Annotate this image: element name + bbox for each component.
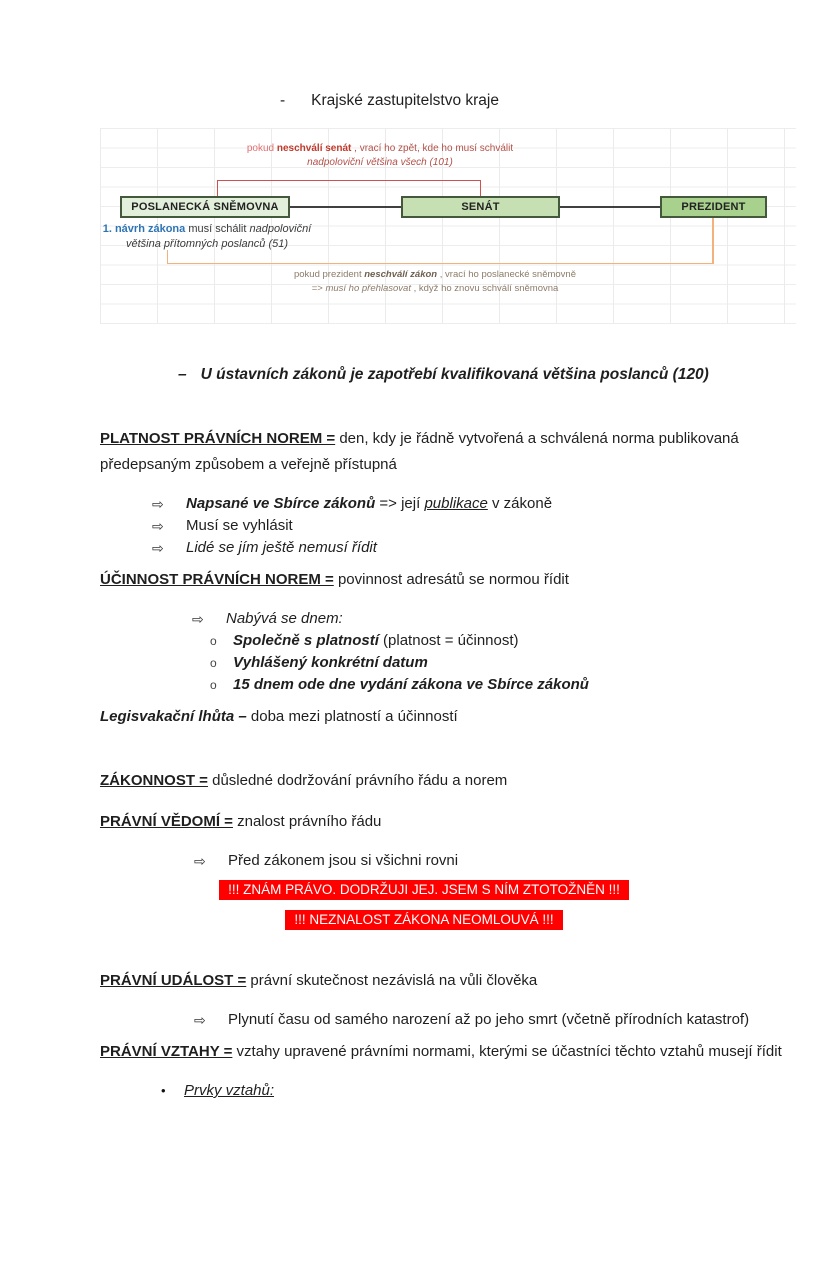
pravni-udalost-bullet: Plynutí času od samého narození až po jeho smrt (včetně přírodních katastrof)	[228, 1011, 750, 1028]
president-veto-note-line2-lead: =>	[311, 283, 326, 294]
circle-bullet-icon: o	[210, 634, 217, 648]
list-item	[194, 850, 788, 872]
list-item	[210, 652, 788, 674]
pravni-udalost-term: PRÁVNÍ UDÁLOST =	[100, 972, 247, 989]
platnost-bullet-1	[186, 493, 552, 515]
chamber-box	[120, 196, 290, 218]
pravni-udalost-definition	[100, 968, 788, 994]
pravni-vedomi-bullet: Před zákonem jsou si všichni rovni	[228, 852, 459, 869]
president-veto-note-lead: pokud prezident	[293, 269, 365, 280]
legislative-process-diagram	[100, 128, 796, 324]
list-item	[152, 515, 788, 537]
nabyva-item-1-bold: Společně s platností	[233, 632, 379, 649]
president-veto-note-rest: , vrací ho poslanecké sněmovně	[437, 269, 576, 280]
president-return-connector	[167, 250, 714, 264]
zakonnost-definition	[100, 768, 788, 794]
pravni-vztahy-text: vztahy upravené právními normami, kterými se účastníci těchto vztahů musejí řídit	[232, 1043, 782, 1060]
bill-approval-note-line2: většina přítomných poslanců (51)	[125, 238, 289, 250]
nabyva-header: Nabývá se dnem:	[226, 610, 343, 627]
ucinnost-sublist	[100, 608, 788, 696]
senate-president-connector	[560, 206, 660, 208]
pravni-vedomi-term: PRÁVNÍ VĚDOMÍ =	[100, 813, 233, 830]
president-box-label: PREZIDENT	[681, 201, 746, 213]
pravni-vztahy-definition	[100, 1039, 788, 1065]
platnost-bullet-2: Musí se vyhlásit	[186, 517, 293, 534]
top-bullet-line	[280, 90, 828, 112]
bill-approval-note-highlight: 1. návrh zákona	[102, 223, 186, 235]
legisvakace-line	[100, 704, 788, 730]
president-veto-note-line2-rest: , když ho znovu schválí sněmovna	[410, 283, 559, 294]
document-page	[0, 90, 828, 1261]
list-item	[192, 608, 788, 630]
ucinnost-definition-text: povinnost adresátů se normou řídit	[333, 571, 569, 588]
senate-veto-note-line2: nadpoloviční většina všech (101)	[307, 157, 453, 168]
senate-veto-note-highlight: neschválí senát	[276, 143, 352, 154]
red-banner-1: !!! ZNÁM PRÁVO. DODRŽUJI JEJ. JSEM S NÍM ZTOTOŽNĚN !!!	[219, 880, 629, 900]
platnost-definition-text: den, kdy je řádně vytvořená a schválená norma publikovaná předepsaným způsobem a veřejně přístupná	[100, 430, 739, 473]
ucinnost-term: ÚČINNOST PRÁVNÍCH NOREM =	[100, 571, 334, 588]
nabyva-item-1	[233, 630, 519, 652]
platnost-bullet-1-underlined: publikace	[424, 495, 488, 512]
constitutional-majority-text: U ústavních zákonů je zapotřebí kvalifikovaná většina poslanců (120)	[200, 366, 709, 383]
platnost-bullet-1-tail: v zákoně	[487, 495, 553, 512]
arrow-bullet-icon: ⇨	[194, 1012, 206, 1028]
legisvakace-text: doba mezi platností a účinností	[246, 708, 458, 725]
circle-bullet-icon: o	[210, 656, 217, 670]
arrow-bullet-icon: ⇨	[152, 496, 164, 512]
list-item	[152, 493, 788, 515]
arrow-bullet-icon: ⇨	[152, 540, 164, 556]
dash-bullet: -	[280, 92, 286, 109]
bill-approval-note-mid: musí schálit	[185, 223, 250, 235]
pravni-udalost-text: právní skutečnost nezávislá na vůli člověka	[246, 972, 538, 989]
pravni-vedomi-definition	[100, 809, 788, 835]
zakonnost-text: důsledné dodržování právního řádu a norem	[207, 772, 508, 789]
platnost-bullet-list	[100, 493, 788, 559]
list-item	[152, 537, 788, 559]
circle-bullet-icon: o	[210, 678, 217, 692]
red-banner-row	[80, 910, 768, 930]
nabyva-item-3: 15 dnem ode dne vydání zákona ve Sbírce zákonů	[233, 676, 589, 693]
platnost-term: PLATNOST PRÁVNÍCH NOREM =	[100, 430, 336, 447]
ucinnost-definition	[100, 567, 788, 593]
zakonnost-term: ZÁKONNOST =	[100, 772, 208, 789]
senate-veto-note-lead: pokud	[246, 143, 277, 154]
nabyva-item-1-rest: (platnost = účinnost)	[378, 632, 519, 649]
platnost-bullet-3: Lidé se jím ještě nemusí řídit	[186, 539, 377, 556]
chamber-box-label: POSLANECKÁ SNĚMOVNA	[131, 201, 279, 213]
president-veto-note-highlight: neschválí zákon	[364, 269, 438, 280]
bill-approval-note	[102, 222, 312, 252]
list-item	[210, 674, 788, 696]
senate-box	[401, 196, 560, 218]
document-body	[100, 364, 788, 1102]
pravni-vztahy-term: PRÁVNÍ VZTAHY =	[100, 1043, 233, 1060]
bill-approval-note-italic: nadpoloviční	[249, 223, 312, 235]
arrow-bullet-icon: ⇨	[152, 518, 164, 534]
arrow-bullet-icon: ⇨	[192, 611, 204, 627]
president-veto-note-line2	[270, 282, 600, 296]
president-veto-note-line2-italic: musí ho přehlasovat	[325, 283, 411, 294]
dash-bullet: –	[178, 366, 187, 383]
platnost-definition	[100, 426, 788, 478]
chamber-senate-connector	[290, 206, 401, 208]
nabyva-item-2: Vyhlášený konkrétní datum	[233, 654, 428, 671]
senate-return-connector	[217, 180, 481, 197]
top-bullet-text: Krajské zastupitelstvo kraje	[311, 92, 499, 109]
red-banner-2: !!! NEZNALOST ZÁKONA NEOMLOUVÁ !!!	[285, 910, 562, 930]
president-veto-note	[270, 268, 600, 296]
prvky-vztahu-bullet: Prvky vztahů:	[184, 1082, 275, 1099]
senate-box-label: SENÁT	[461, 201, 500, 213]
senate-veto-note-rest: , vrací ho zpět, kde ho musí schválit	[351, 143, 514, 154]
red-banner-row	[80, 880, 768, 900]
president-box	[660, 196, 767, 218]
list-item	[194, 1009, 788, 1031]
pravni-vedomi-text: znalost právního řádu	[232, 813, 382, 830]
list-item	[210, 630, 788, 652]
list-item	[161, 1080, 788, 1102]
senate-veto-note	[230, 142, 530, 170]
constitutional-majority-line	[178, 364, 788, 386]
dot-bullet-icon: •	[161, 1083, 166, 1098]
legisvakace-term: Legisvakační lhůta –	[100, 708, 247, 725]
platnost-bullet-1-mid: => její	[375, 495, 425, 512]
arrow-bullet-icon: ⇨	[194, 853, 206, 869]
platnost-bullet-1-bold: Napsané ve Sbírce zákonů	[186, 495, 376, 512]
